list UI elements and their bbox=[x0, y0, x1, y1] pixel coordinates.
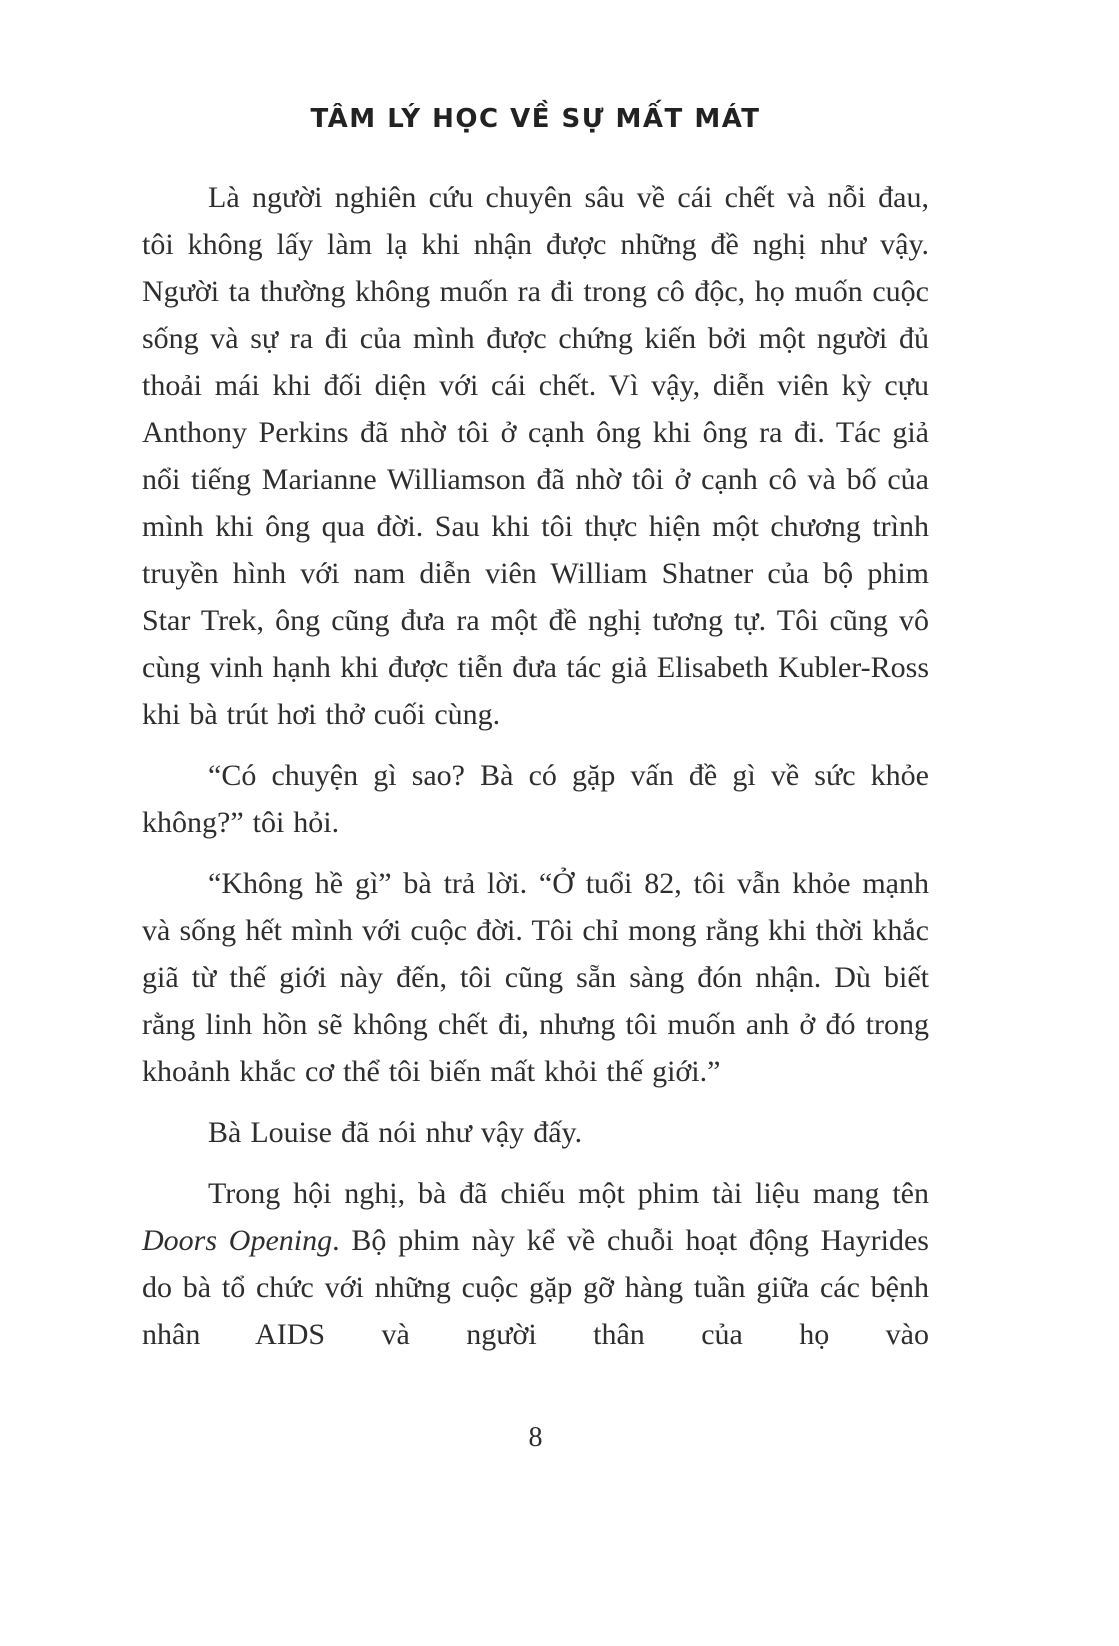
paragraph: Bà Louise đã nói như vậy đấy. bbox=[208, 1116, 583, 1149]
paragraph-text: . Bộ phim này kể về chuỗi hoạt động Hayrides do bà tổ chức với những cuộc gặp gỡ hàng tuần giữa các bệnh nhân AIDS và người thân của họ vào bbox=[142, 1224, 929, 1351]
page-number: 8 bbox=[528, 1422, 543, 1453]
running-head-title: TÂM LÝ HỌC VỀ SỰ MẤT MÁT bbox=[310, 104, 761, 134]
paragraph: “Không hề gì” bà trả lời. “Ở tuổi 82, tôi vẫn khỏe mạnh và sống hết mình với cuộc đời. Tôi chỉ mong rằng khi thời khắc giã từ thế giới này đến, tôi cũng sẵn sàng đón nhận. Dù biết rằng linh hồn sẽ không chết đi, nhưng tôi muốn anh ở đó trong khoảnh khắc cơ thể tôi biến mất khỏi thế giới.” bbox=[142, 867, 929, 1088]
paragraph: “Có chuyện gì sao? Bà có gặp vấn đề gì về sức khỏe không?” tôi hỏi. bbox=[142, 759, 929, 839]
paragraph: Là người nghiên cứu chuyên sâu về cái chết và nỗi đau, tôi không lấy làm lạ khi nhận được những đề nghị như vậy. Người ta thường không muốn ra đi trong cô độc, họ muốn cuộc sống và sự ra đi của mình được chứng kiến bởi một người đủ thoải mái khi đối diện với cái chết. Vì vậy, diễn viên kỳ cựu Anthony Perkins đã nhờ tôi ở cạnh ông khi ông ra đi. Tác giả nổi tiếng Marianne Williamson đã nhờ tôi ở cạnh cô và bố của mình khi ông qua đời. Sau khi tôi thực hiện một chương trình truyền hình với nam diễn viên William Shatner của bộ phim Star Trek, ông cũng đưa ra một đề nghị tương tự. Tôi cũng vô cùng vinh hạnh khi được tiễn đưa tác giả Elisabeth Kubler-Ross khi bà trút hơi thở cuối cùng. bbox=[142, 181, 929, 731]
text-column bbox=[142, 174, 929, 1358]
paragraph-text: Trong hội nghị, bà đã chiếu một phim tài liệu mang tên bbox=[208, 1177, 929, 1210]
paragraph bbox=[142, 1170, 929, 1358]
film-title: Doors Opening bbox=[142, 1224, 333, 1257]
